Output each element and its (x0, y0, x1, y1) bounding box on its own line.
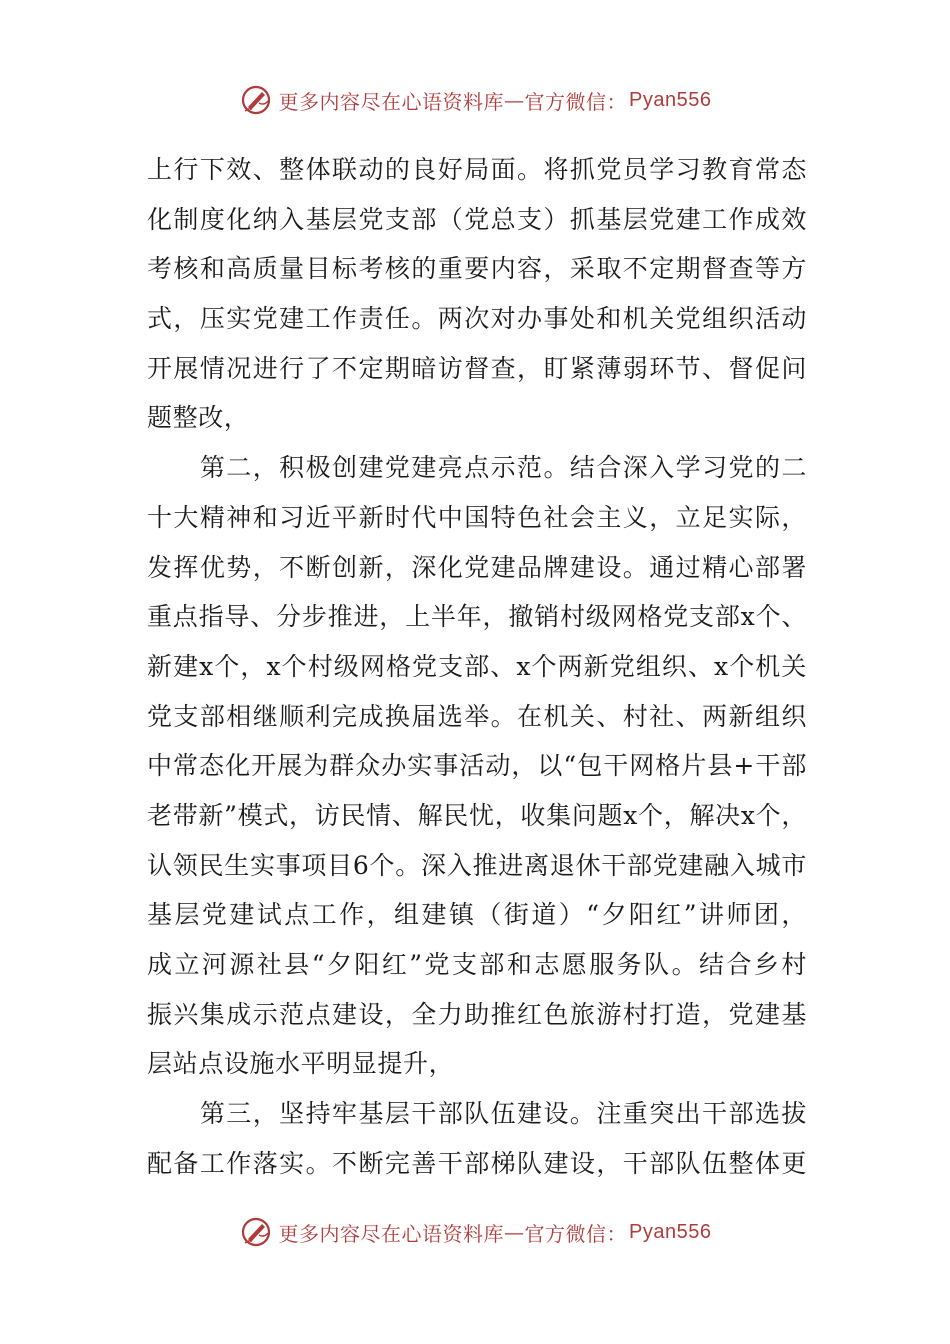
body-line: 式，压实党建工作责任。两次对办事处和机关党组织活动 (147, 304, 807, 334)
document-body (147, 145, 807, 1188)
body-line: 配备工作落实。不断完善干部梯队建设，干部队伍整体更 (147, 1148, 807, 1178)
body-line: 老带新”模式，访民情、解民忧，收集问题x个，解决x个， (147, 800, 807, 830)
watermark-header (0, 80, 950, 120)
body-line: 发挥优势，不断创新，深化党建品牌建设。通过精心部署 (147, 552, 807, 582)
body-line: 第三，坚持牢基层干部队伍建设。注重突出干部选拔 (147, 1099, 807, 1129)
watermark-wechat-label: 官方微信： (524, 89, 628, 114)
watermark-text: 更多内容尽在心语资料库 (278, 1221, 505, 1246)
body-line: 重点指导、分步推进，上半年，撤销村级网格党支部x个、 (147, 602, 807, 632)
body-line: 题整改， (147, 403, 250, 433)
body-line: 开展情况进行了不定期暗访督查，盯紧薄弱环节、督促问 (147, 353, 807, 383)
pen-circle-logo-icon (239, 1215, 273, 1249)
body-line: 化制度化纳入基层党支部（党总支）抓基层党建工作成效 (147, 204, 807, 234)
watermark-text: 更多内容尽在心语资料库 (278, 89, 505, 114)
body-line: 层站点设施水平明显提升， (147, 1049, 455, 1079)
watermark-separator: — (504, 88, 525, 112)
pen-circle-logo-icon (239, 83, 273, 117)
body-line: 振兴集成示范点建设，全力助推红色旅游村打造，党建基 (147, 999, 807, 1029)
body-line: 认领民生实事项目6个。深入推进离退休干部党建融入城市 (147, 850, 807, 880)
watermark-wechat-id: Pyan556 (629, 1220, 712, 1243)
body-line: 考核和高质量目标考核的重要内容，采取不定期督查等方 (147, 254, 807, 284)
body-line: 党支部相继顺利完成换届选举。在机关、村社、两新组织 (147, 701, 807, 731)
body-line: 新建x个，x个村级网格党支部、x个两新党组织、x个机关 (147, 651, 807, 681)
watermark-separator: — (504, 1220, 525, 1244)
body-line: 第二，积极创建党建亮点示范。结合深入学习党的二 (147, 453, 807, 483)
body-line: 中常态化开展为群众办实事活动，以“包干网格片县+干部 (147, 751, 807, 781)
body-line: 十大精神和习近平新时代中国特色社会主义，立足实际， (147, 502, 807, 532)
body-line: 成立河源社县“夕阳红”党支部和志愿服务队。结合乡村 (147, 950, 807, 979)
body-line: 上行下效、整体联动的良好局面。将抓党员学习教育常态 (147, 155, 807, 184)
watermark-wechat-label: 官方微信： (524, 1221, 628, 1246)
watermark-wechat-id: Pyan556 (629, 88, 712, 111)
watermark-footer (0, 1212, 950, 1252)
body-line: 基层党建试点工作，组建镇（街道）“夕阳红”讲师团， (147, 900, 807, 930)
